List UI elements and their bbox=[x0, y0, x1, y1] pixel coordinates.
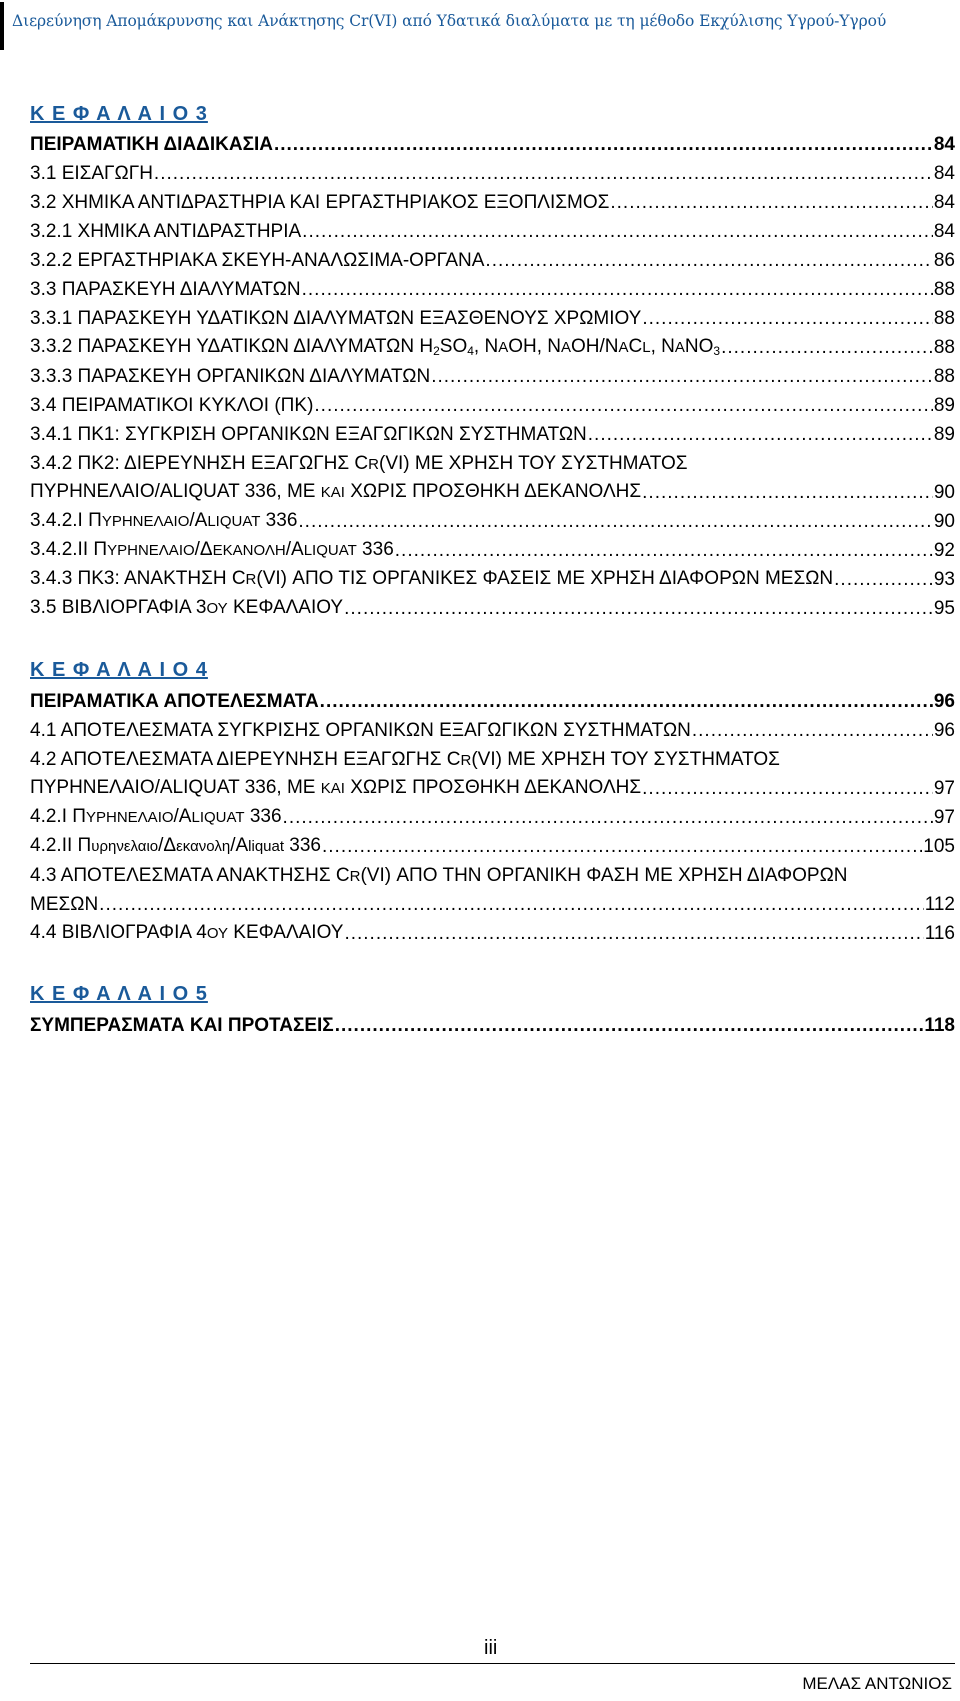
page-ref: 88 bbox=[933, 279, 955, 300]
toc-entry-line[interactable]: 4.3 ΑΠΟΤΕΛΕΣΜΑΤΑ ΑΝΑΚΤΗΣΗΣ CR(VI) ΑΠΟ ΤΗΝ ΟΡΓΑΝΙΚΗ ΦΑΣΗ ΜΕ ΧΡΗΣΗ ΔΙΑΦΟΡΩΝ bbox=[30, 865, 848, 886]
toc-entry[interactable]: 4.4 ΒΙΒΛΙΟΓΡΑΦΙΑ 4ΟΥ ΚΕΦΑΛΑΙΟΥ ..... 116 bbox=[30, 915, 955, 945]
page-ref: 86 bbox=[933, 250, 955, 271]
page-ref: 88 bbox=[933, 308, 955, 329]
page-ref: 93 bbox=[933, 569, 955, 590]
page-ref: 112 bbox=[924, 894, 955, 915]
page-ref: 84 bbox=[933, 134, 955, 155]
toc-entry[interactable]: ΠΥΡΗΝΕΛΑΙΟ/ALIQUAT 336, ΜΕ ΚΑΙ ΧΩΡΙΣ ΠΡΟΣΘΗΚΗ ΔΕΚΑΝΟΛΗΣ ..... 97 bbox=[30, 770, 955, 800]
toc-entry[interactable]: 4.2.II Πυρηνελαιο/Δεκανολη/Aliquat 336 ..... 105 bbox=[30, 828, 955, 858]
toc-entry[interactable]: 4.1 ΑΠΟΤΕΛΕΣΜΑΤΑ ΣΥΓΚΡΙΣΗΣ ΟΡΓΑΝΙΚΩΝ ΕΞΑΓΩΓΙΚΩΝ ΣΥΣΤΗΜΑΤΩΝ ..... 96 bbox=[30, 712, 955, 742]
toc-entry[interactable]: 3.4.3 ΠΚ3: ΑΝΑΚΤΗΣΗ CR(VI) ΑΠΟ ΤΙΣ ΟΡΓΑΝΙΚΕΣ ΦΑΣΕΙΣ ΜΕ ΧΡΗΣΗ ΔΙΑΦΟΡΩΝ ΜΕΣΩΝ ..... 93 bbox=[30, 561, 955, 591]
page-ref: 105 bbox=[923, 836, 955, 857]
toc-entry[interactable]: 3.3.2 ΠΑΡΑΣΚΕΥΗ ΥΔΑΤΙΚΩΝ ΔΙΑΛΥΜΑΤΩΝ $H_2SO_4$, NAOH, NAOH/NACL, $NANO_3$ ..... 88 bbox=[30, 329, 955, 359]
toc-entry[interactable]: 3.3.1 ΠΑΡΑΣΚΕΥΗ ΥΔΑΤΙΚΩΝ ΔΙΑΛΥΜΑΤΩΝ ΕΞΑΣΘΕΝΟΥΣ ΧΡΩΜΙΟΥ ..... 88 bbox=[30, 300, 955, 330]
toc-entry[interactable]: 3.2.1 ΧΗΜΙΚΑ ΑΝΤΙΔΡΑΣΤΗΡΙΑ ..... 84 bbox=[30, 213, 955, 243]
toc-entry[interactable]: 3.5 ΒΙΒΛΙΟΡΓΑΦΙΑ 3ΟΥ ΚΕΦΑΛΑΙΟΥ ..... 95 bbox=[30, 590, 955, 620]
page-ref: 96 bbox=[933, 720, 955, 741]
toc-entry[interactable]: 4.2.I ΠΥΡΗΝΕΛΑΙΟ/ALIQUAT 336 ..... 97 bbox=[30, 799, 955, 829]
page-number: iii bbox=[484, 1637, 498, 1659]
chapter-5-heading: Κ Ε Φ Α Λ Α Ι Ο 5 bbox=[30, 983, 208, 1005]
toc-entry[interactable]: ΠΥΡΗΝΕΛΑΙΟ/ALIQUAT 336, ΜΕ ΚΑΙ ΧΩΡΙΣ ΠΡΟΣΘΗΚΗ ΔΕΚΑΝΟΛΗΣ ..... 90 bbox=[30, 474, 955, 504]
page-ref: 88 bbox=[933, 337, 955, 358]
footer-divider bbox=[30, 1663, 955, 1664]
toc-entry[interactable]: 3.4.2.II ΠΥΡΗΝΕΛΑΙΟ/ΔΕΚΑΝΟΛΗ/ALIQUAT 336 ..... 92 bbox=[30, 532, 955, 562]
toc-entry[interactable]: ΠΕΙΡΑΜΑΤΙΚΗ ΔΙΑΔΙΚΑΣΙΑ ..... 84 bbox=[30, 126, 955, 156]
toc-entry-line[interactable]: 3.4.2 ΠΚ2: ΔΙΕΡΕΥΝΗΣΗ ΕΞΑΓΩΓΗΣ CR(VI) ΜΕ ΧΡΗΣΗ ΤΟΥ ΣΥΣΤΗΜΑΤΟΣ bbox=[30, 453, 688, 474]
page-ref: 84 bbox=[933, 192, 955, 213]
toc-entry[interactable]: 3.4.2.I ΠΥΡΗΝΕΛΑΙΟ/ALIQUAT 336 ..... 90 bbox=[30, 503, 955, 533]
page-ref: 92 bbox=[933, 540, 955, 561]
page-ref: 88 bbox=[933, 366, 955, 387]
page-ref: 84 bbox=[933, 163, 955, 184]
page-ref: 97 bbox=[933, 807, 955, 828]
toc-entry[interactable]: 3.3 ΠΑΡΑΣΚΕΥΗ ΔΙΑΛΥΜΑΤΩΝ ..... 88 bbox=[30, 271, 955, 301]
toc-entry[interactable]: 3.4 ΠΕΙΡΑΜΑΤΙΚΟΙ ΚΥΚΛΟΙ (ΠΚ) ..... 89 bbox=[30, 387, 955, 417]
toc-entry[interactable]: 3.4.1 ΠΚ1: ΣΥΓΚΡΙΣΗ ΟΡΓΑΝΙΚΩΝ ΕΞΑΓΩΓΙΚΩΝ ΣΥΣΤΗΜΑΤΩΝ ..... 89 bbox=[30, 416, 955, 446]
toc-entry-line[interactable]: 4.2 ΑΠΟΤΕΛΕΣΜΑΤΑ ΔΙΕΡΕΥΝΗΣΗ ΕΞΑΓΩΓΗΣ CR(VI) ΜΕ ΧΡΗΣΗ ΤΟΥ ΣΥΣΤΗΜΑΤΟΣ bbox=[30, 749, 780, 770]
toc-entry[interactable]: 3.2 ΧΗΜΙΚΑ ΑΝΤΙΔΡΑΣΤΗΡΙΑ ΚΑΙ ΕΡΓΑΣΤΗΡΙΑΚΟΣ ΕΞΟΠΛΙΣΜΟΣ ..... 84 bbox=[30, 184, 955, 214]
page-ref: 95 bbox=[933, 598, 955, 619]
toc-entry[interactable]: ΣΥΜΠΕΡΑΣΜΑΤΑ ΚΑΙ ΠΡΟΤΑΣΕΙΣ ..... 118 bbox=[30, 1007, 955, 1037]
page-ref: 89 bbox=[933, 424, 955, 445]
toc-entry[interactable]: 3.3.3 ΠΑΡΑΣΚΕΥΗ ΟΡΓΑΝΙΚΩΝ ΔΙΑΛΥΜΑΤΩΝ ..... 88 bbox=[30, 358, 955, 388]
page-ref: 90 bbox=[933, 511, 955, 532]
header-bar bbox=[0, 2, 4, 50]
toc-entry[interactable]: ΜΕΣΩΝ ..... 112 bbox=[30, 886, 955, 916]
toc-entry[interactable]: 3.1 ΕΙΣΑΓΩΓΗ ..... 84 bbox=[30, 155, 955, 185]
toc-entry[interactable]: 3.2.2 ΕΡΓΑΣΤΗΡΙΑΚΑ ΣΚΕΥΗ-ΑΝΑΛΩΣΙΜΑ-ΟΡΓΑΝΑ ..... 86 bbox=[30, 242, 955, 272]
page-ref: 90 bbox=[933, 482, 955, 503]
toc-entry[interactable]: ΠΕΙΡΑΜΑΤΙΚΑ ΑΠΟΤΕΛΕΣΜΑΤΑ ..... 96 bbox=[30, 683, 955, 713]
footer-author: ΜΕΛΑΣ ΑΝΤΩΝΙΟΣ bbox=[802, 1674, 952, 1693]
chapter-4-heading: Κ Ε Φ Α Λ Α Ι Ο 4 bbox=[30, 659, 208, 681]
chapter-3-heading: Κ Ε Φ Α Λ Α Ι Ο 3 bbox=[30, 103, 208, 125]
page-ref: 89 bbox=[933, 395, 955, 416]
page-ref: 116 bbox=[924, 923, 955, 944]
page-ref: 84 bbox=[933, 221, 955, 242]
running-header: Διερεύνηση Απομάκρυνσης και Ανάκτησης Cr(VI) από Υδατικά διαλύματα με τη μέθοδο Εκχύλισης Υγρού-Υγρού bbox=[12, 12, 887, 30]
page-ref: 96 bbox=[933, 691, 955, 712]
page-ref: 97 bbox=[933, 778, 955, 799]
page-ref: 118 bbox=[924, 1015, 955, 1036]
